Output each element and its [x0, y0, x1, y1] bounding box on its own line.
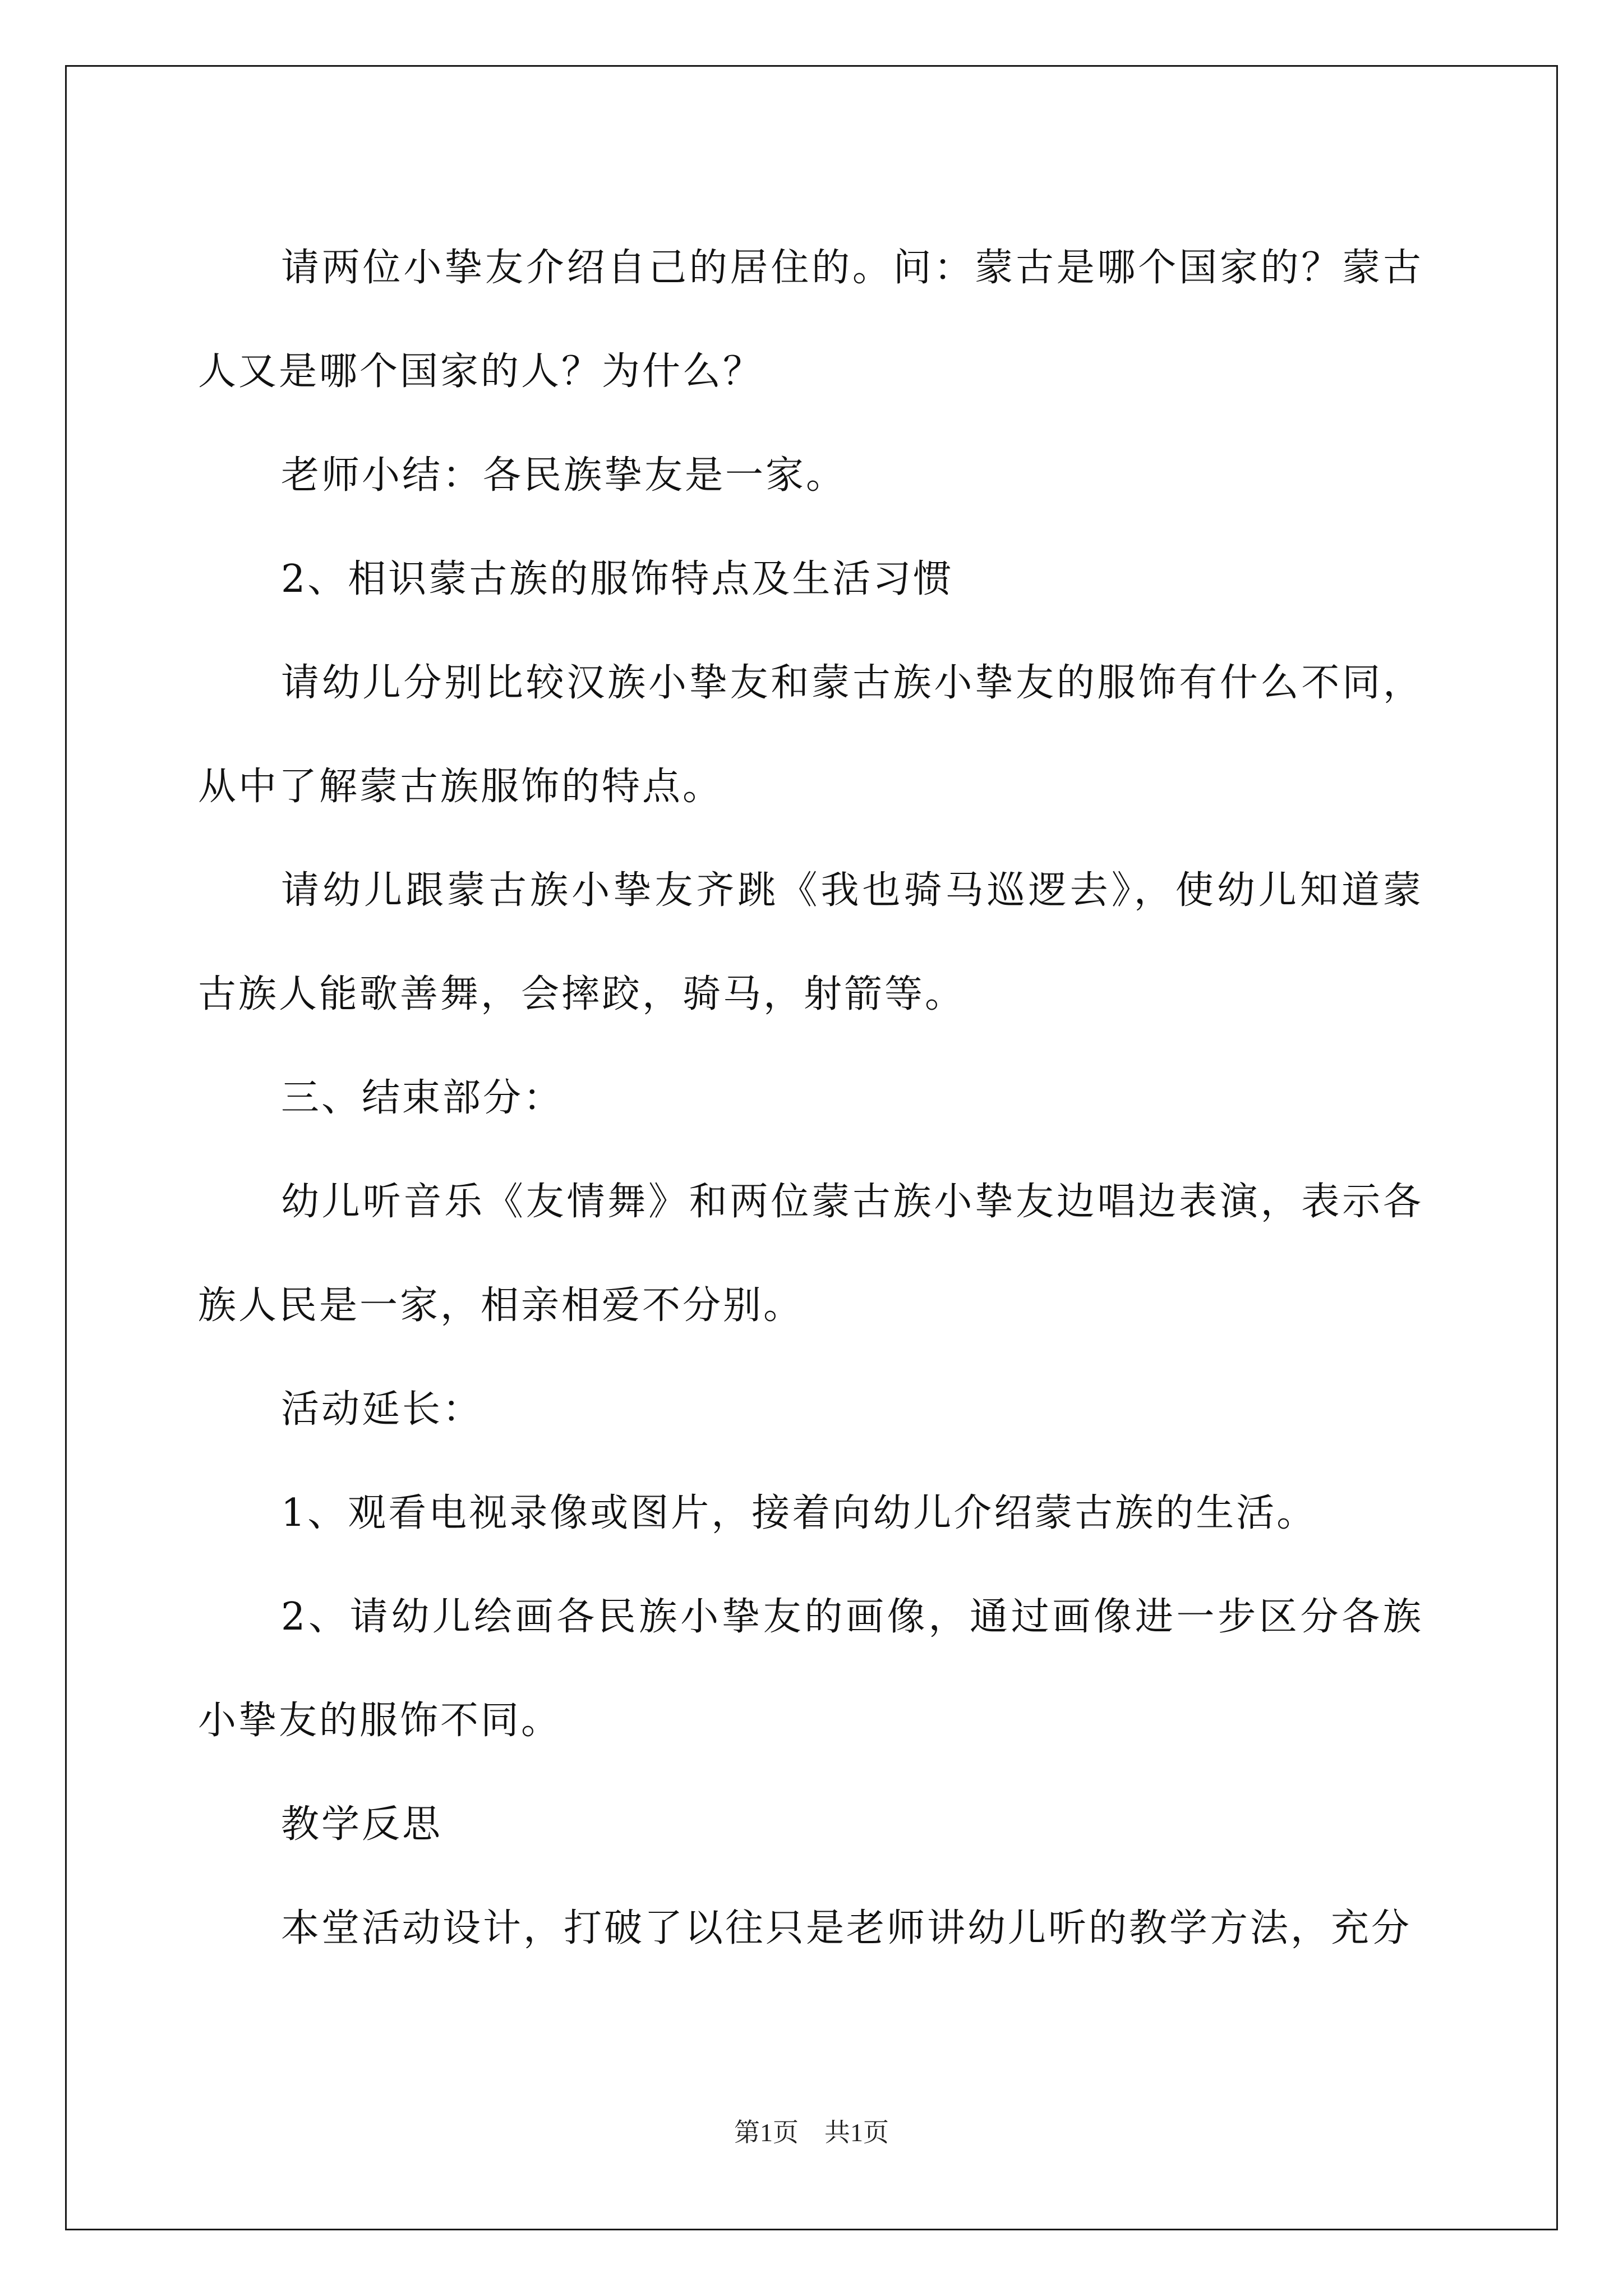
section-heading: 活动延长：: [281, 1387, 483, 1432]
paragraph: 1、观看电视录像或图片，接着向幼儿介绍蒙古族的生活。: [281, 1491, 1317, 1535]
section-heading: 三、结束部分：: [281, 1076, 564, 1120]
page-total: 共1页: [824, 2118, 889, 2147]
paragraph: 2、请幼儿绘画各民族小挚友的画像，通过画像进一步区分各族小挚友的服饰不同。: [198, 1595, 1423, 1743]
paragraph: 幼儿听音乐《友情舞》和两位蒙古族小挚友边唱边表演，表示各族人民是一家，相亲相爱不分别。: [198, 1180, 1423, 1328]
document-body: [198, 216, 1423, 1980]
paragraph: 请幼儿分别比较汉族小挚友和蒙古族小挚友的服饰有什么不同，从中了解蒙古族服饰的特点。: [198, 661, 1423, 809]
paragraph: 请两位小挚友介绍自己的居住的。问：蒙古是哪个国家的？蒙古人又是哪个国家的人？为什么？: [198, 246, 1423, 394]
paragraph: 本堂活动设计，打破了以往只是老师讲幼儿听的教学方法，充分: [281, 1906, 1412, 1950]
section-heading: 教学反思: [281, 1802, 443, 1847]
paragraph: 老师小结：各民族挚友是一家。: [281, 453, 847, 498]
section-heading: 2、相识蒙古族的服饰特点及生活习惯: [281, 557, 954, 601]
paragraph: 请幼儿跟蒙古族小挚友齐跳《我也骑马巡逻去》，使幼儿知道蒙古族人能歌善舞，会摔跤，骑马，射箭等。: [198, 868, 1423, 1016]
page-number: 第1页: [734, 2118, 799, 2147]
page-footer: [0, 2112, 1623, 2149]
